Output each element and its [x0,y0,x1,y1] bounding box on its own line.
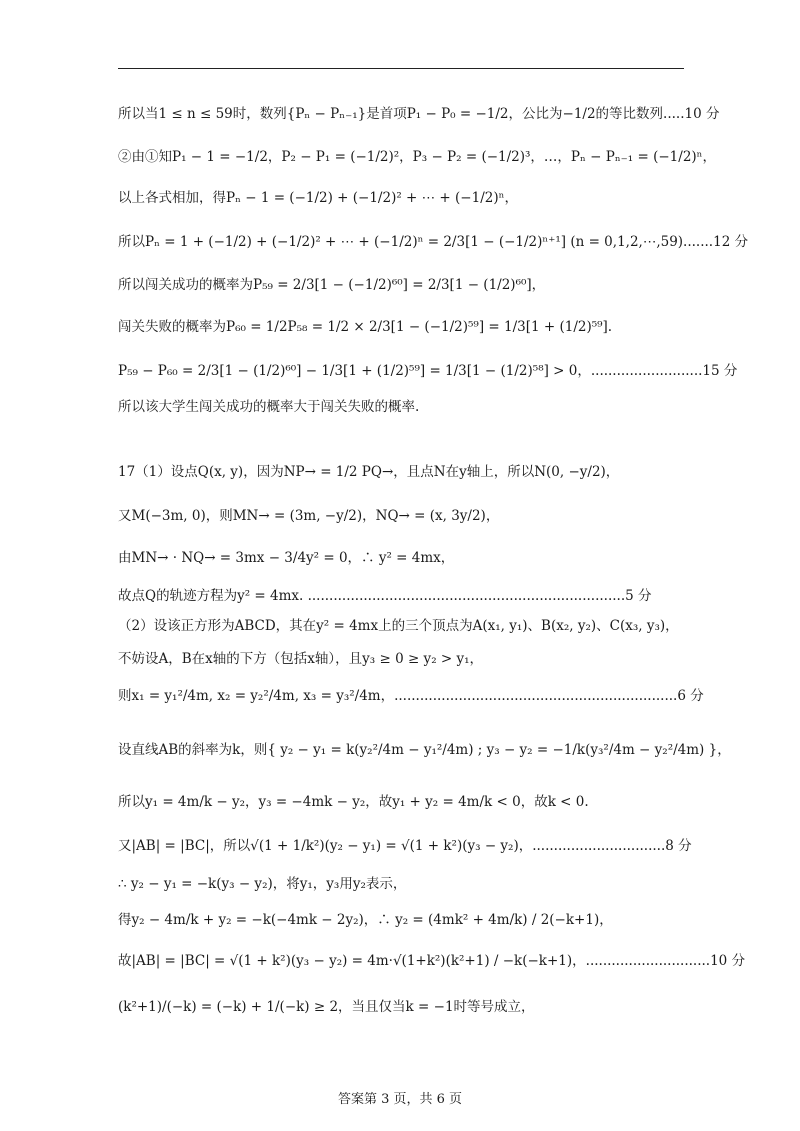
text-line: 以上各式相加，得Pₙ − 1 = (−1/2) + (−1/2)² + ⋯ + (−1/2)ⁿ， [118,190,518,206]
text-line: (k²+1)/(−k) = (−k) + 1/(−k) ≥ 2，当且仅当k = −1时等号成立， [118,999,535,1015]
text-line: 故点Q的轨迹方程为y² = 4mx. ..........................................................................5 分 [118,588,652,604]
text-line: 则x₁ = y₁²/4m, x₂ = y₂²/4m, x₃ = y₃²/4m，..................................................................6 分 [118,688,704,704]
page-footer: 答案第 3 页，共 6 页 [337,1092,463,1107]
problem-17-line: 17（1）设点Q(x, y)，因为NP→ = 1/2 PQ→，且点N在y轴上，所以N(0, −y/2)， [118,464,620,480]
text-line: 所以该大学生闯关成功的概率大于闯关失败的概率. [118,399,420,415]
text-line: 所以y₁ = 4m/k − y₂，y₃ = −4mk − y₂，故y₁ + y₂ = 4m/k < 0，故k < 0. [118,794,589,810]
text-line: 又M(−3m, 0)，则MN→ = (3m, −y/2)，NQ→ = (x, 3y/2)， [118,508,500,524]
text-line: 得y₂ − 4m/k + y₂ = −k(−4mk − 2y₂)，∴ y₂ = (4mk² + 4m/k) / 2(−k+1)， [118,912,613,928]
text-line: 由MN→ · NQ→ = 3mx − 3/4y² = 0，∴ y² = 4mx， [118,550,455,566]
text-line: 不妨设A，B在x轴的下方（包括x轴），且y₃ ≥ 0 ≥ y₂ > y₁， [118,651,484,667]
text-line: 所以当1 ≤ n ≤ 59时，数列{Pₙ − Pₙ₋₁}是首项P₁ − P₀ = −1/2，公比为−1/2的等比数列.....10 分 [118,106,720,122]
text-line: 所以闯关成功的概率为P₅₉ = 2/3[1 − (−1/2)⁶⁰] = 2/3[1 − (1/2)⁶⁰]， [118,277,546,293]
text-line: 又|AB| = |BC|，所以√(1 + 1/k²)(y₂ − y₁) = √(1 + k²)(y₃ − y₂)，...............................8 分 [118,838,692,854]
header-rule [118,68,684,69]
text-line: 闯关失败的概率为P₆₀ = 1/2P₅₈ = 1/2 × 2/3[1 − (−1/2)⁵⁹] = 1/3[1 + (1/2)⁵⁹]. [118,319,613,335]
text-line: 所以Pₙ = 1 + (−1/2) + (−1/2)² + ⋯ + (−1/2)ⁿ = 2/3[1 − (−1/2)ⁿ⁺¹] (n = 0,1,2,⋯,59).......12 分 [118,234,749,250]
text-line: P₅₉ − P₆₀ = 2/3[1 − (1/2)⁶⁰] − 1/3[1 + (1/2)⁵⁹] = 1/3[1 − (1/2)⁵⁸] > 0，..........................15 分 [118,363,738,379]
text-line: （2）设该正方形为ABCD，其在y² = 4mx上的三个顶点为A(x₁, y₁)、B(x₂, y₂)、C(x₃, y₃)， [118,618,679,634]
text-line: ∴ y₂ − y₁ = −k(y₃ − y₂)，将y₁，y₃用y₂表示， [118,876,407,892]
text-line: ②由①知P₁ − 1 = −1/2，P₂ − P₁ = (−1/2)²，P₃ − P₂ = (−1/2)³，…，Pₙ − Pₙ₋₁ = (−1/2)ⁿ， [118,149,717,165]
text-line: 设直线AB的斜率为k，则{ y₂ − y₁ = k(y₂²/4m − y₁²/4m) ; y₃ − y₂ = −1/k(y₃²/4m − y₂²/4m) }， [118,742,731,758]
text-line: 故|AB| = |BC| = √(1 + k²)(y₃ − y₂) = 4m·√(1+k²)(k²+1) / −k(−k+1)，.............................10 分 [118,953,746,969]
